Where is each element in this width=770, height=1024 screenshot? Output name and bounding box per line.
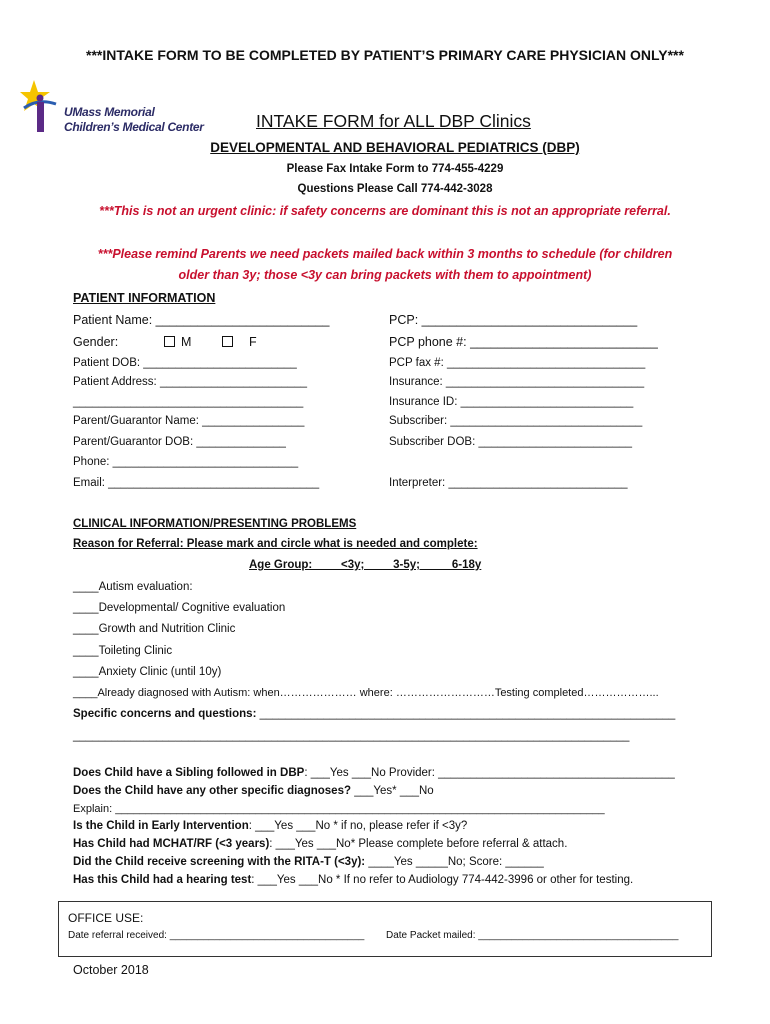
phone-field[interactable]: Phone: _____________________________ [73,456,299,468]
hearing-question[interactable] [73,874,633,886]
logo-star-icon [20,78,60,134]
email-field[interactable]: Email: _________________________________ [73,477,320,489]
guardian-dob-field[interactable]: Parent/Guarantor DOB: ______________ [73,436,286,448]
specific-concerns-label: Specific concerns and questions: [73,708,257,720]
clinical-heading: CLINICAL INFORMATION/PRESENTING PROBLEMS [73,518,357,530]
phone-line: Questions Please Call 774-442-3028 [297,183,493,195]
rita-answer: ____Yes _____No; Score: ______ [365,856,544,868]
hearing-answer: : ___Yes ___No * If no refer to Audiology 774-442-3996 or other for testing. [251,874,634,886]
rita-label: Did the Child receive screening with the RITA-T (<3y): [73,856,366,868]
age-group[interactable]: Age Group: <3y; 3-5y; 6-18y [249,559,482,571]
patient-address-field[interactable]: Patient Address: _______________________ [73,376,308,388]
sibling-question[interactable] [73,767,675,779]
referral-item-toileting[interactable]: ____Toileting Clinic [73,645,173,657]
gender-f-option[interactable] [222,335,257,349]
packet-reminder-line2: older than 3y; those <3y can bring packets with them to appointment) [178,268,592,282]
interpreter-field[interactable]: Interpreter: ____________________________ [389,477,628,489]
gender-f-label: F [249,335,257,349]
logo-line1: UMass Memorial [64,105,155,119]
gender-label: Gender: [73,335,119,349]
pcp-fax-field[interactable]: PCP fax #: _______________________________ [389,357,646,369]
packet-reminder-line1: ***Please remind Parents we need packets mailed back within 3 months to schedule (for children [97,247,673,261]
mchat-label: Has Child had MCHAT/RF (<3 years) [73,838,270,850]
early-intervention-question[interactable] [73,820,467,832]
diagnoses-question-answer: ___Yes* ___No [351,785,434,797]
subscriber-field[interactable]: Subscriber: ______________________________ [389,415,643,427]
urgent-warning: ***This is not an urgent clinic: if safety concerns are dominant this is not an appropriate referral. [99,204,671,218]
insurance-id-field[interactable]: Insurance ID: ___________________________ [389,396,634,408]
patient-name-field[interactable]: Patient Name: _________________________ [73,313,330,327]
mchat-question[interactable] [73,838,567,850]
gender-m-label: M [181,335,192,349]
explain-field[interactable]: Explain: ________________________________________________________________________________ [73,803,605,815]
specific-concerns-blank: _________________________________________________________________ [256,708,676,720]
rita-question[interactable] [73,856,544,868]
checkbox-icon[interactable] [164,336,175,347]
gender-m-option[interactable] [164,335,191,349]
logo-line2: Children’s Medical Center [64,120,204,134]
footer-date: October 2018 [73,963,149,977]
guardian-name-field[interactable]: Parent/Guarantor Name: ________________ [73,415,305,427]
form-subtitle: DEVELOPMENTAL AND BEHAVIORAL PEDIATRICS (DBP) [210,140,580,155]
mchat-answer: : ___Yes ___No* Please complete before referral & attach. [269,838,568,850]
hearing-label: Has this Child had a hearing test [73,874,252,886]
fax-line: Please Fax Intake Form to 774-455-4229 [286,163,504,175]
date-received-field[interactable]: Date referral received: ___________________________________ [68,930,365,941]
subscriber-dob-field[interactable]: Subscriber DOB: ________________________ [389,436,632,448]
sibling-question-label: Does Child have a Sibling followed in DBP [73,767,305,779]
checkbox-icon[interactable] [222,336,233,347]
referral-reason: Reason for Referral: Please mark and circle what is needed and complete: [73,538,478,550]
pcp-phone-field[interactable]: PCP phone #: ___________________________ [389,335,658,349]
early-intervention-answer: : ___Yes ___No * if no, please refer if <3y? [248,820,468,832]
referral-item-autism[interactable]: ____Autism evaluation: [73,581,193,593]
specific-concerns-line2[interactable]: _______________________________________________________________________________________ [73,730,630,742]
office-use-box [58,901,712,957]
patient-address-line2[interactable]: ____________________________________ [73,396,304,408]
specific-concerns-field[interactable] [73,708,675,720]
referral-item-growth[interactable]: ____Growth and Nutrition Clinic [73,623,236,635]
diagnoses-question-label: Does the Child have any other specific diagnoses? [73,785,351,797]
form-title: INTAKE FORM for ALL DBP Clinics [256,111,531,131]
umass-logo [20,78,204,138]
patient-dob-field[interactable]: Patient DOB: ________________________ [73,357,297,369]
office-use-heading: OFFICE USE: [68,911,144,925]
early-intervention-label: Is the Child in Early Intervention [73,820,249,832]
referral-item-anxiety[interactable]: ____Anxiety Clinic (until 10y) [73,666,222,678]
diagnoses-question[interactable] [73,785,434,797]
referral-item-diagnosed[interactable]: ____Already diagnosed with Autism: when………………… where: ………………………Testing completed………………... [73,687,659,699]
referral-item-developmental[interactable]: ____Developmental/ Cognitive evaluation [73,602,286,614]
patient-info-heading: PATIENT INFORMATION [73,291,216,305]
date-mailed-field[interactable]: Date Packet mailed: ____________________________________ [386,930,679,941]
pcp-field[interactable]: PCP: _______________________________ [389,313,638,327]
banner-text: ***INTAKE FORM TO BE COMPLETED BY PATIENT’S PRIMARY CARE PHYSICIAN ONLY*** [86,47,684,63]
insurance-field[interactable]: Insurance: _______________________________ [389,376,645,388]
sibling-question-answer: : ___Yes ___No Provider: _____________________________________ [304,767,675,779]
